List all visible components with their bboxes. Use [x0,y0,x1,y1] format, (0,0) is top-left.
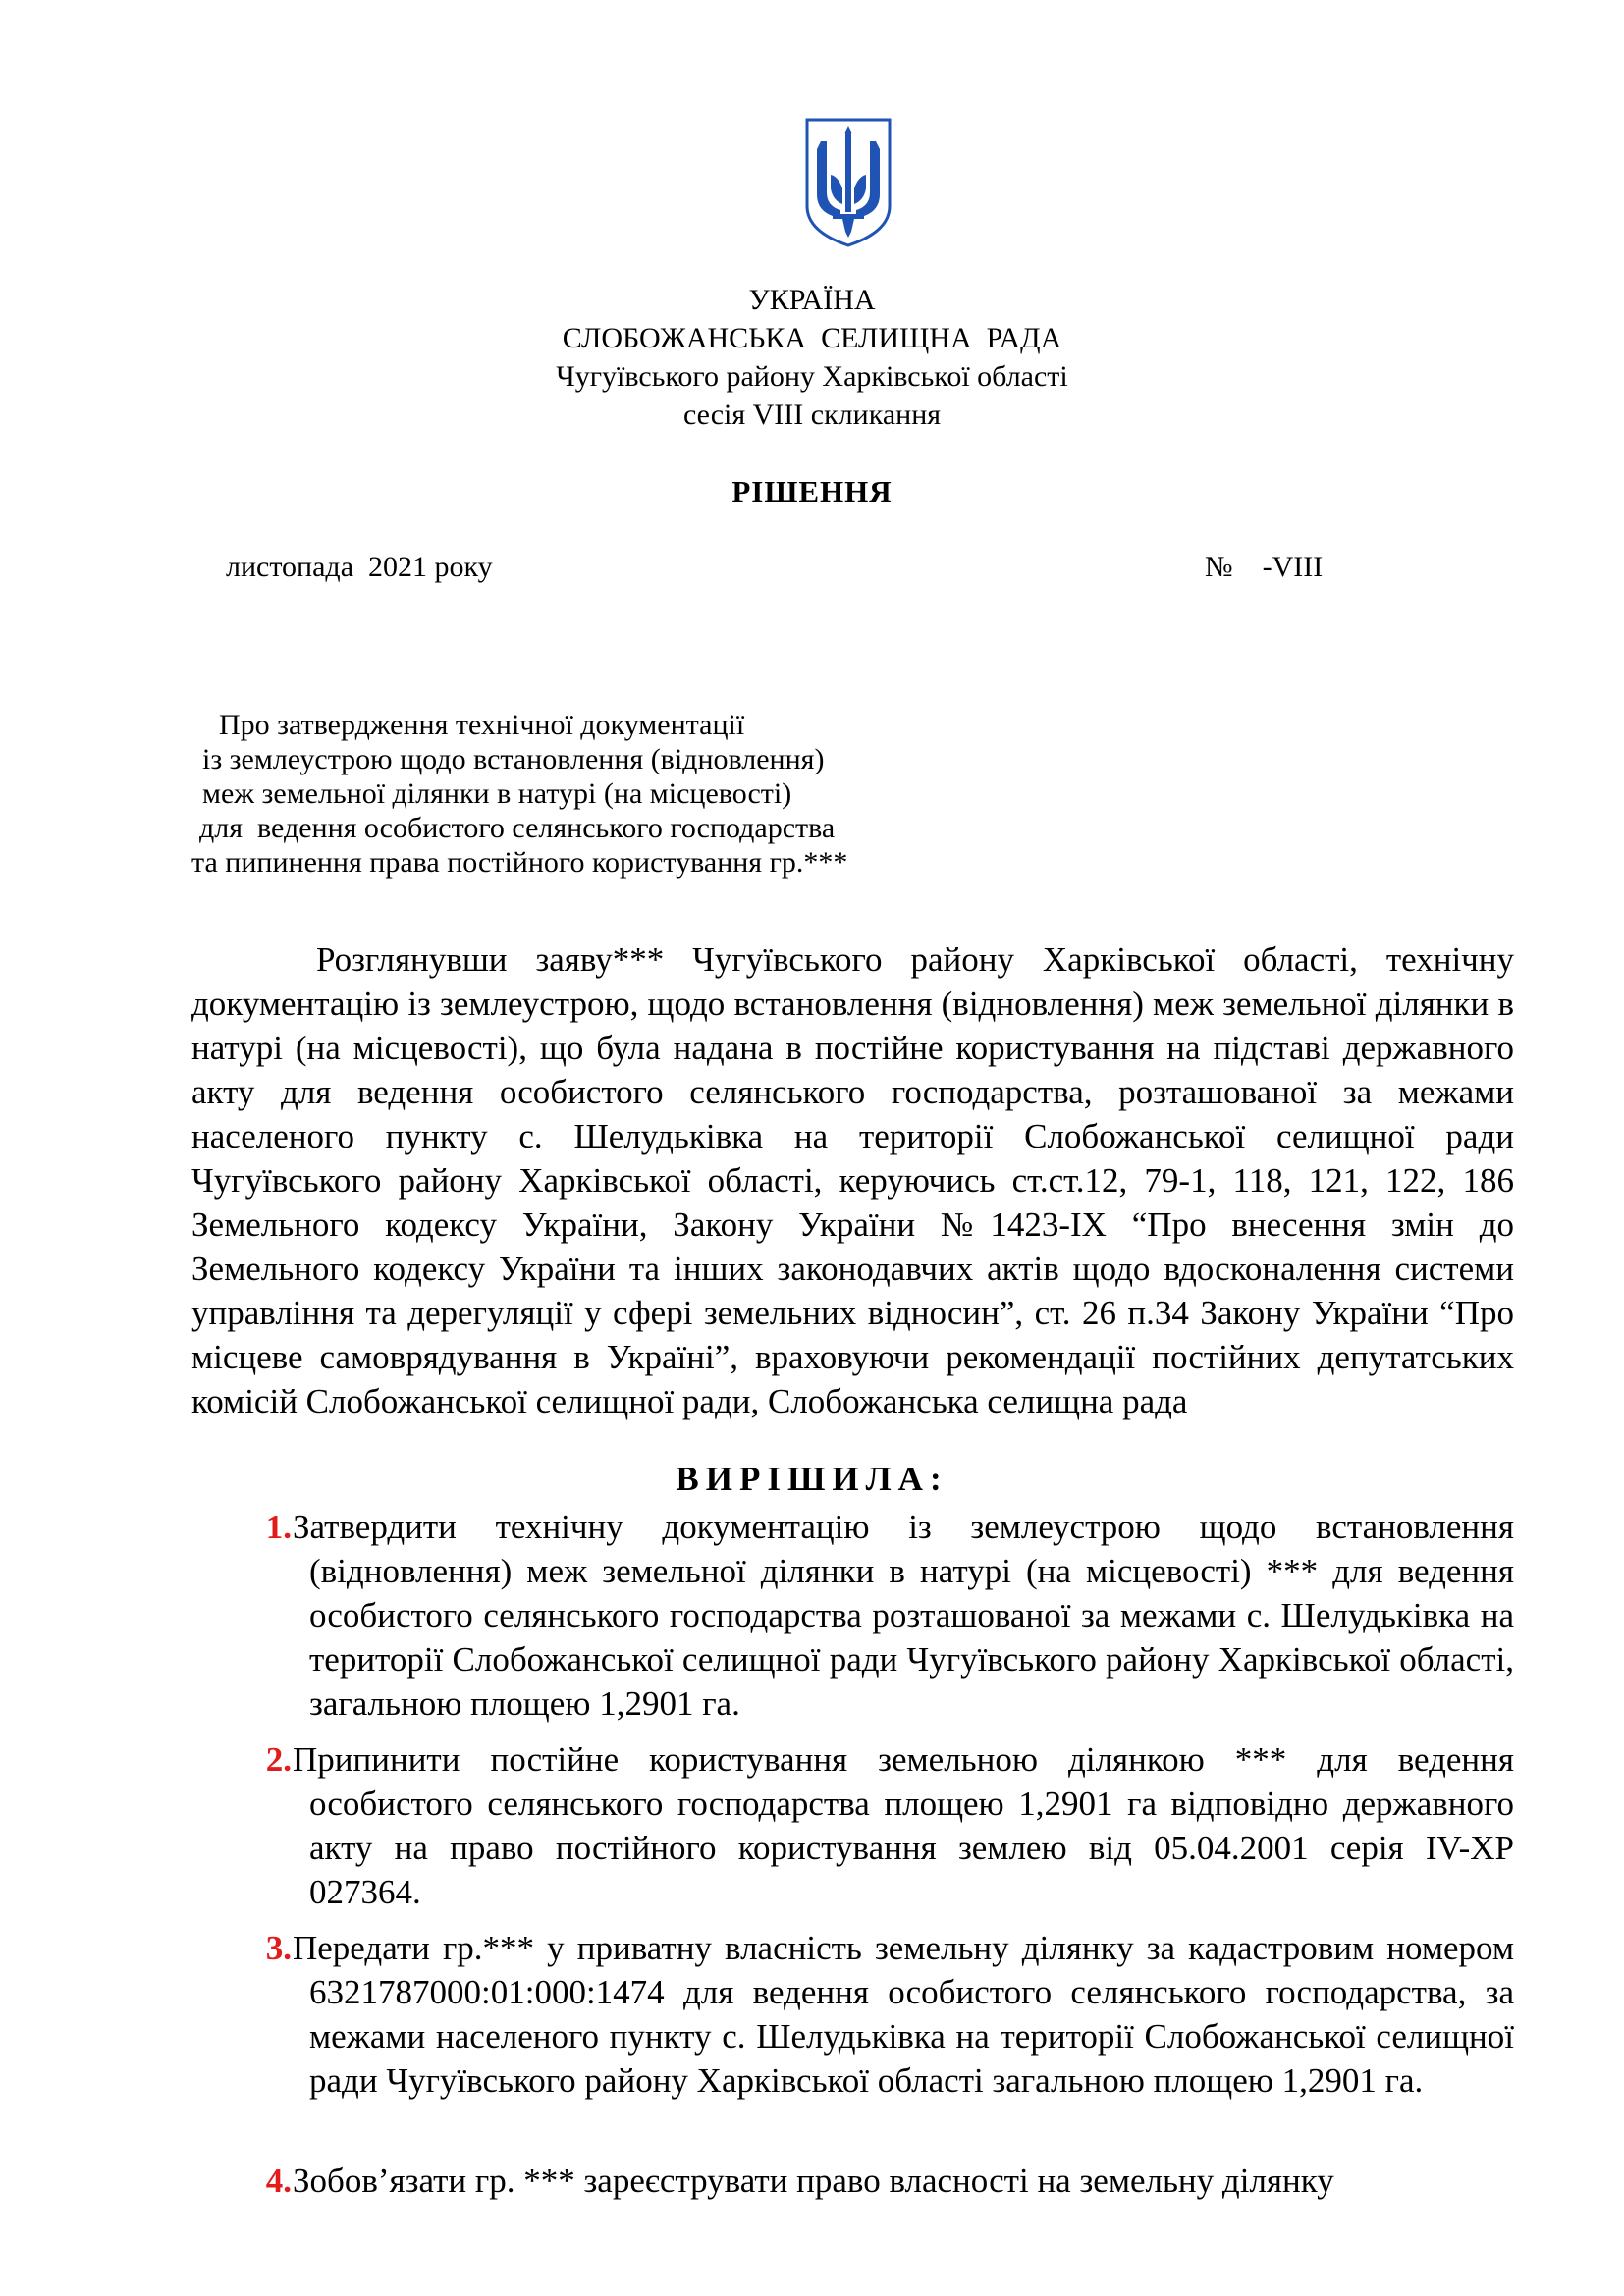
decision-number: 4. [265,2162,292,2200]
decision-text: Затвердити технічну документацію із землеустрою щодо встановлення (відновлення) меж земельної ділянки в натурі (на місцевості) *** для ведення особистого селянського господарства розташованої за межами с. Шелудьківка на території Слобожанської селищної ради Чугуївського району Харківської області, загальною площею 1,2901 га. [293,1508,1514,1723]
subject-line: із землеустрою щодо встановлення (відновлення) [202,743,825,775]
subject-line: Про затвердження технічної документації [219,709,745,741]
district-name: Чугуївського району Харківської області [556,360,1068,393]
decision-date: листопада 2021 року [226,551,493,583]
council-name: СЛОБОЖАНСЬКА СЕЛИЩНА РАДА [562,322,1062,354]
decision-number: 3. [265,1929,292,1967]
decision-item [258,1505,1514,1726]
coat-of-arms-icon [803,116,893,249]
decision-number: 2. [265,1740,292,1779]
preamble-paragraph: Розглянувши заяву*** Чугуївського району Харківської області, технічну документацію із землеустрою, щодо встановлення (відновлення) меж земельної ділянки в натурі (на місцевості), що була надана в постійне користування на підставі державного акту для ведення особистого селянського господарства, розташованої за межами населеного пункту с. Шелудьківка на території Слобожанської селищної ради Чугуївського району Харківської області, керуючись ст.ст.12, 79-1, 118, 121, 122, 186 Земельного кодексу України, Закону України №1423-IX “Про внесення змін до Земельного кодексу України та інших законодавчих актів щодо вдосконалення системи управління та дерегуляції у сфері земельних відносин”, ст. 26 п.34 Закону України “Про місцеве самоврядування в Україні”, враховуючи рекомендації постійних депутатських комісій Слобожанської селищної ради, Слобожанська селищна рада [191,940,1514,1420]
session-name: сесія VIII скликання [682,399,942,431]
resolved-heading: ВИРІШИЛА: [676,1460,948,1498]
decision-item [258,1737,1514,1914]
subject-line: меж земельної ділянки в натурі (на місцевості) [202,777,792,810]
decision-item [258,2159,1514,2203]
decision-number: № -VIII [1205,551,1324,583]
subject-line: для ведення особистого селянського господарства [199,812,836,844]
decision-text: Зобов’язати гр. *** зареєструвати право власності на земельну ділянку [293,2162,1334,2200]
document-title: РІШЕННЯ [731,474,893,508]
subject-line: та пипинення права постійного користування гр.*** [191,846,848,879]
decision-number: 1. [265,1508,292,1546]
decision-text: Припинити постійне користування земельною ділянкою *** для ведення особистого селянського господарства площею 1,2901 га відповідно державного акту на право постійного користування землею від 05.04.2001 серія IV-ХР 027364. [293,1740,1514,1911]
decision-text: Передати гр.*** у приватну власність земельну ділянку за кадастровим номером 6321787000:01:000:1474 для ведення особистого селянського господарства, за межами населеного пункту с. Шелудьківка на території Слобожанської селищної ради Чугуївського району Харківської області загальною площею 1,2901 га. [293,1929,1514,2100]
decision-item [258,1926,1514,2103]
country-name: УКРАЇНА [748,284,876,316]
